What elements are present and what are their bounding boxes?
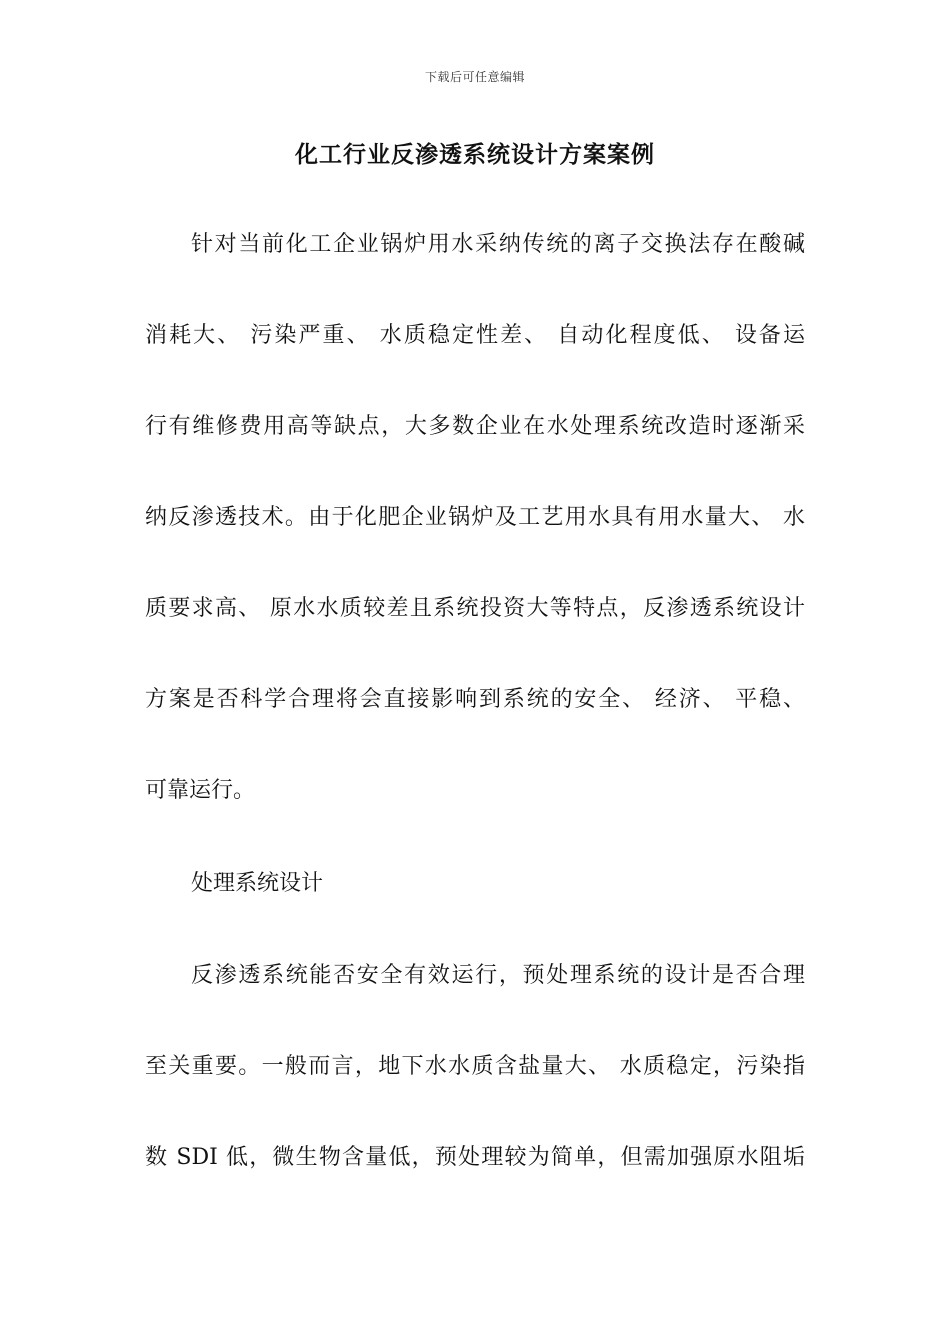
paragraph-line: 行有维修费用高等缺点，大多数企业在水处理系统改造时逐渐采	[145, 414, 805, 439]
paragraph-line: 反渗透系统能否安全有效运行，预处理系统的设计是否合理	[191, 963, 805, 988]
header-note: 下载后可任意编辑	[424, 70, 525, 84]
paragraph-line: 质要求高、 原水水质较差且系统投资大等特点，反渗透系统设计	[145, 596, 805, 621]
paragraph-line: 方案是否科学合理将会直接影响到系统的安全、 经济、 平稳、	[145, 687, 805, 712]
paragraph-line: 数 SDI 低，微生物含量低，预处理较为简单，但需加强原水阻垢	[145, 1145, 805, 1170]
paragraph-line: 消耗大、 污染严重、 水质稳定性差、 自动化程度低、 设备运	[145, 323, 805, 348]
paragraph-line: 纳反渗透技术。由于化肥企业锅炉及工艺用水具有用水量大、 水	[145, 505, 805, 530]
paragraph-line: 可靠运行。	[145, 778, 256, 803]
paragraph-line: 至关重要。一般而言，地下水水质含盐量大、 水质稳定，污染指	[145, 1054, 805, 1079]
paragraph-line: 针对当前化工企业锅炉用水采纳传统的离子交换法存在酸碱	[191, 232, 805, 257]
document-title: 化工行业反渗透系统设计方案案例	[295, 142, 655, 168]
section-heading: 处理系统设计	[191, 871, 324, 896]
